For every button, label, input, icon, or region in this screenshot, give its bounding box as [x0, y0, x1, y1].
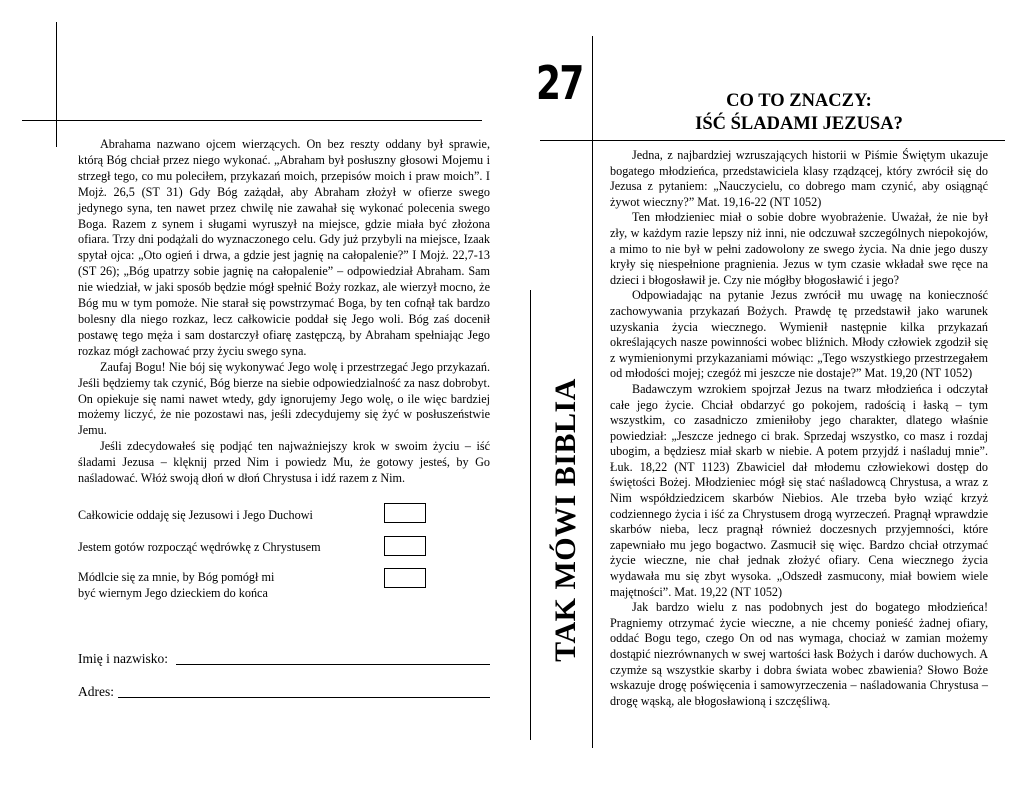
title-line: CO TO ZNACZY:: [726, 91, 872, 111]
address-label: Adres:: [78, 684, 114, 699]
right-paragraph: Jedna, z najbardziej wzruszających historii w Piśmie Świętym ukazuje bogatego młodzieńca, przedstawiciela klasy rządzącej, który zwrócił się do Jezusa z pytaniem: „Nauczycielu, co dobrego mam czynić, aby osiągnąć żywot wieczny?” Mat. 19,16-22 (NT 1052): [610, 148, 988, 209]
right-paragraph: Jak bardzo wielu z nas podobnych jest do bogatego młodzieńca! Pragniemy otrzymać życie wieczne, a nie chcemy ponieść żadnej ofiary, oddać Bogu tego, czego On od nas wymaga, chociaż w zamian możemy dostąpić niezrównanych w swej wartości łask Bożych i darów duchowych. A czymże są wszystkie skarby i dobra świata wobec zbawienia? Słowo Boże wskazuje drogę poświęcenia i samowyrzeczenia – naśladowania Chrystusa – drogę wąską, ale błogosławioną i szczęśliwą.: [610, 600, 988, 708]
address-field[interactable]: [78, 683, 490, 701]
right-paragraph: Badawczym wzrokiem spojrzał Jezus na twarz młodzieńca i odczytał całe jego życie. Chciał obdarzyć go pokojem, radością i łaską – tym wszystkim, co zasadniczo zmieniłoby jego charakter, dlatego właśnie powiedział: „Jeszcze jednego ci brak. Sprzedaj wszystko, co masz i rozdaj ubogim, a będziesz miał skarb w niebie. A potem przyjdź i naśladuj mnie”. Łuk. 18,22 (NT 1123) Zbawiciel dał młodemu człowiekowi dostęp do świętości Bożej. Młodzieniec mógł się stać naśladowcą Chrystusa, a wraz z Nim współdziedzicem skarbów Niebios. Ale trzeba było wziąć krzyż codziennego życia i iść za Chrystusem drogą wyrzeczeń. Pragnął wprawdzie skarbów nieba, lecz pragnął również doczesnych przyjemności, które zapewniało mu jego bogactwo. Zasmucił się więc. Bardzo chciał otrzymać życie wieczne, nie chał jednak złożyć ofiary. Cena wiecznego życia wydawała mu się zbyt wysoka. „Odszedł zasmucony, miał bowiem wiele majętności”. Mat. 19,22 (NT 1052): [610, 381, 988, 599]
left-top-rule: [22, 120, 482, 121]
name-underline: [176, 664, 490, 665]
check-label: Całkowicie oddaję się Jezusowi i Jego Duchowi: [78, 508, 313, 522]
left-paragraph: Abrahama nazwano ojcem wierzących. On bez reszty oddany był sprawie, którą Bóg chciał przez niego wykonać. „Abraham był posłuszny głosowi Mojemu i strzegł tego, co mu poleciłem, przykazań moich, przepisów moich i praw moich”. I Mojż. 26,5 (ST 31) Gdy Bóg zażądał, aby Abraham złożył w ofierze swego jedynego syna, ten nawet przez chwilę nie zawahał się wykonać polecenia swego Boga. Razem z synem i sługami wyruszył na miejsce, gdzie miała być złożona ofiara. Trzy dni podążali do wyznaczonego celu. Gdy już przybyli na miejsce, Izaak spytał ojca: „Oto ogień i drwa, a gdzie jest jagnię na całopalenie?” I Mojż. 22,7-13 (ST 26); „Bóg upatrzy sobie jagnię na całopalenie” – odpowiedział Abraham. Sam nie wiedział, w jaki sposób będzie mógł spełnić Boży rozkaz, ale wierzył mocno, że Bóg mu w tym pomoże. Nie starał się powstrzymać Boga, by ten cofnął tak bardzo bolesny dla niego rozkaz, lecz całkowicie poddał się Jego woli. Bóg zaś docenił postawę tego męża i sam dostarczył ofiarę zastępczą, by Abraham spełniając Jego rozkaz mógł zachować przy życiu swego syna.: [78, 137, 490, 358]
right-title-rule: [540, 140, 1005, 141]
left-fold-line: [530, 290, 531, 740]
right-paragraph: Odpowiadając na pytanie Jezus zwrócił mu uwagę na konieczność zachowywania przykazań Bożych. Prawdę tę przedstawił jako warunek uzyskania życia wiecznego. Wymienił następnie kilka przykazań określających nasze powinności wobec bliźnich. Młody człowiek zgodził się z wymienionymi przykazaniami mówiąc: „Tego wszystkiego przestrzegałem od młodości mojej; czegóż mi jeszcze nie dostaje?” Mat. 19,20 (NT 1052): [610, 288, 988, 381]
left-margin-line: [56, 22, 57, 147]
checkbox-prayer[interactable]: [384, 568, 426, 588]
address-underline: [118, 697, 490, 698]
right-fold-line: [592, 36, 593, 748]
left-paragraph: Jeśli zdecydowałeś się podjąć ten najważniejszy krok w swoim życiu – iść śladami Jezusa – klęknij przed Nim i powiedz Mu, że gotowy jesteś, by Go naśladować. Włóż swoją dłoń w dłoń Chrystusa i idź razem z Nim.: [78, 439, 490, 486]
name-field[interactable]: [78, 650, 490, 668]
spine-title: TAK MÓWI BIBLIA: [549, 378, 582, 662]
check-label: Módlcie się za mnie, by Bóg pomógł mi: [78, 570, 275, 584]
check-label: Jestem gotów rozpocząć wędrówkę z Chrystusem: [78, 540, 321, 554]
title-line: IŚĆ ŚLADAMI JEZUSA?: [695, 114, 903, 134]
page-number: 27: [536, 56, 583, 110]
page-title: [604, 90, 994, 136]
right-text-block: [610, 148, 988, 709]
right-paragraph: Ten młodzieniec miał o sobie dobre wyobrażenie. Uważał, że nie był zły, w każdym razie lepszy niż inni, nie odczuwał szczególnych niepokojów, a mimo to nie był w pełni zadowolony ze swego życia. Na dnie jego duszy kryły się niespełnione pragnienia. Jezus w tym czasie wkładał swe ręce na dzieci i błogosławił je. Czy nie mógłby błogosławić i jego?: [610, 210, 988, 287]
left-paragraph: Zaufaj Bogu! Nie bój się wykonywać Jego wolę i przestrzegać Jego przykazań. Jeśli będziemy tak czynić, Bóg bierze na siebie odpowiedzialność za nasz dobrobyt. On opiekuje się nami nawet wtedy, gdy ignorujemy Jego wolę, o ile więc bardziej możemy liczyć, że nie pozostawi nas, jeśli zdecydujemy się żyć w posłuszeństwie Jemu.: [78, 359, 490, 438]
name-label: Imię i nazwisko:: [78, 651, 168, 666]
check-label: być wiernym Jego dzieckiem do końca: [78, 585, 268, 600]
checkbox-commit[interactable]: [384, 503, 426, 523]
left-text-block: [78, 137, 490, 487]
checkbox-journey[interactable]: [384, 536, 426, 556]
